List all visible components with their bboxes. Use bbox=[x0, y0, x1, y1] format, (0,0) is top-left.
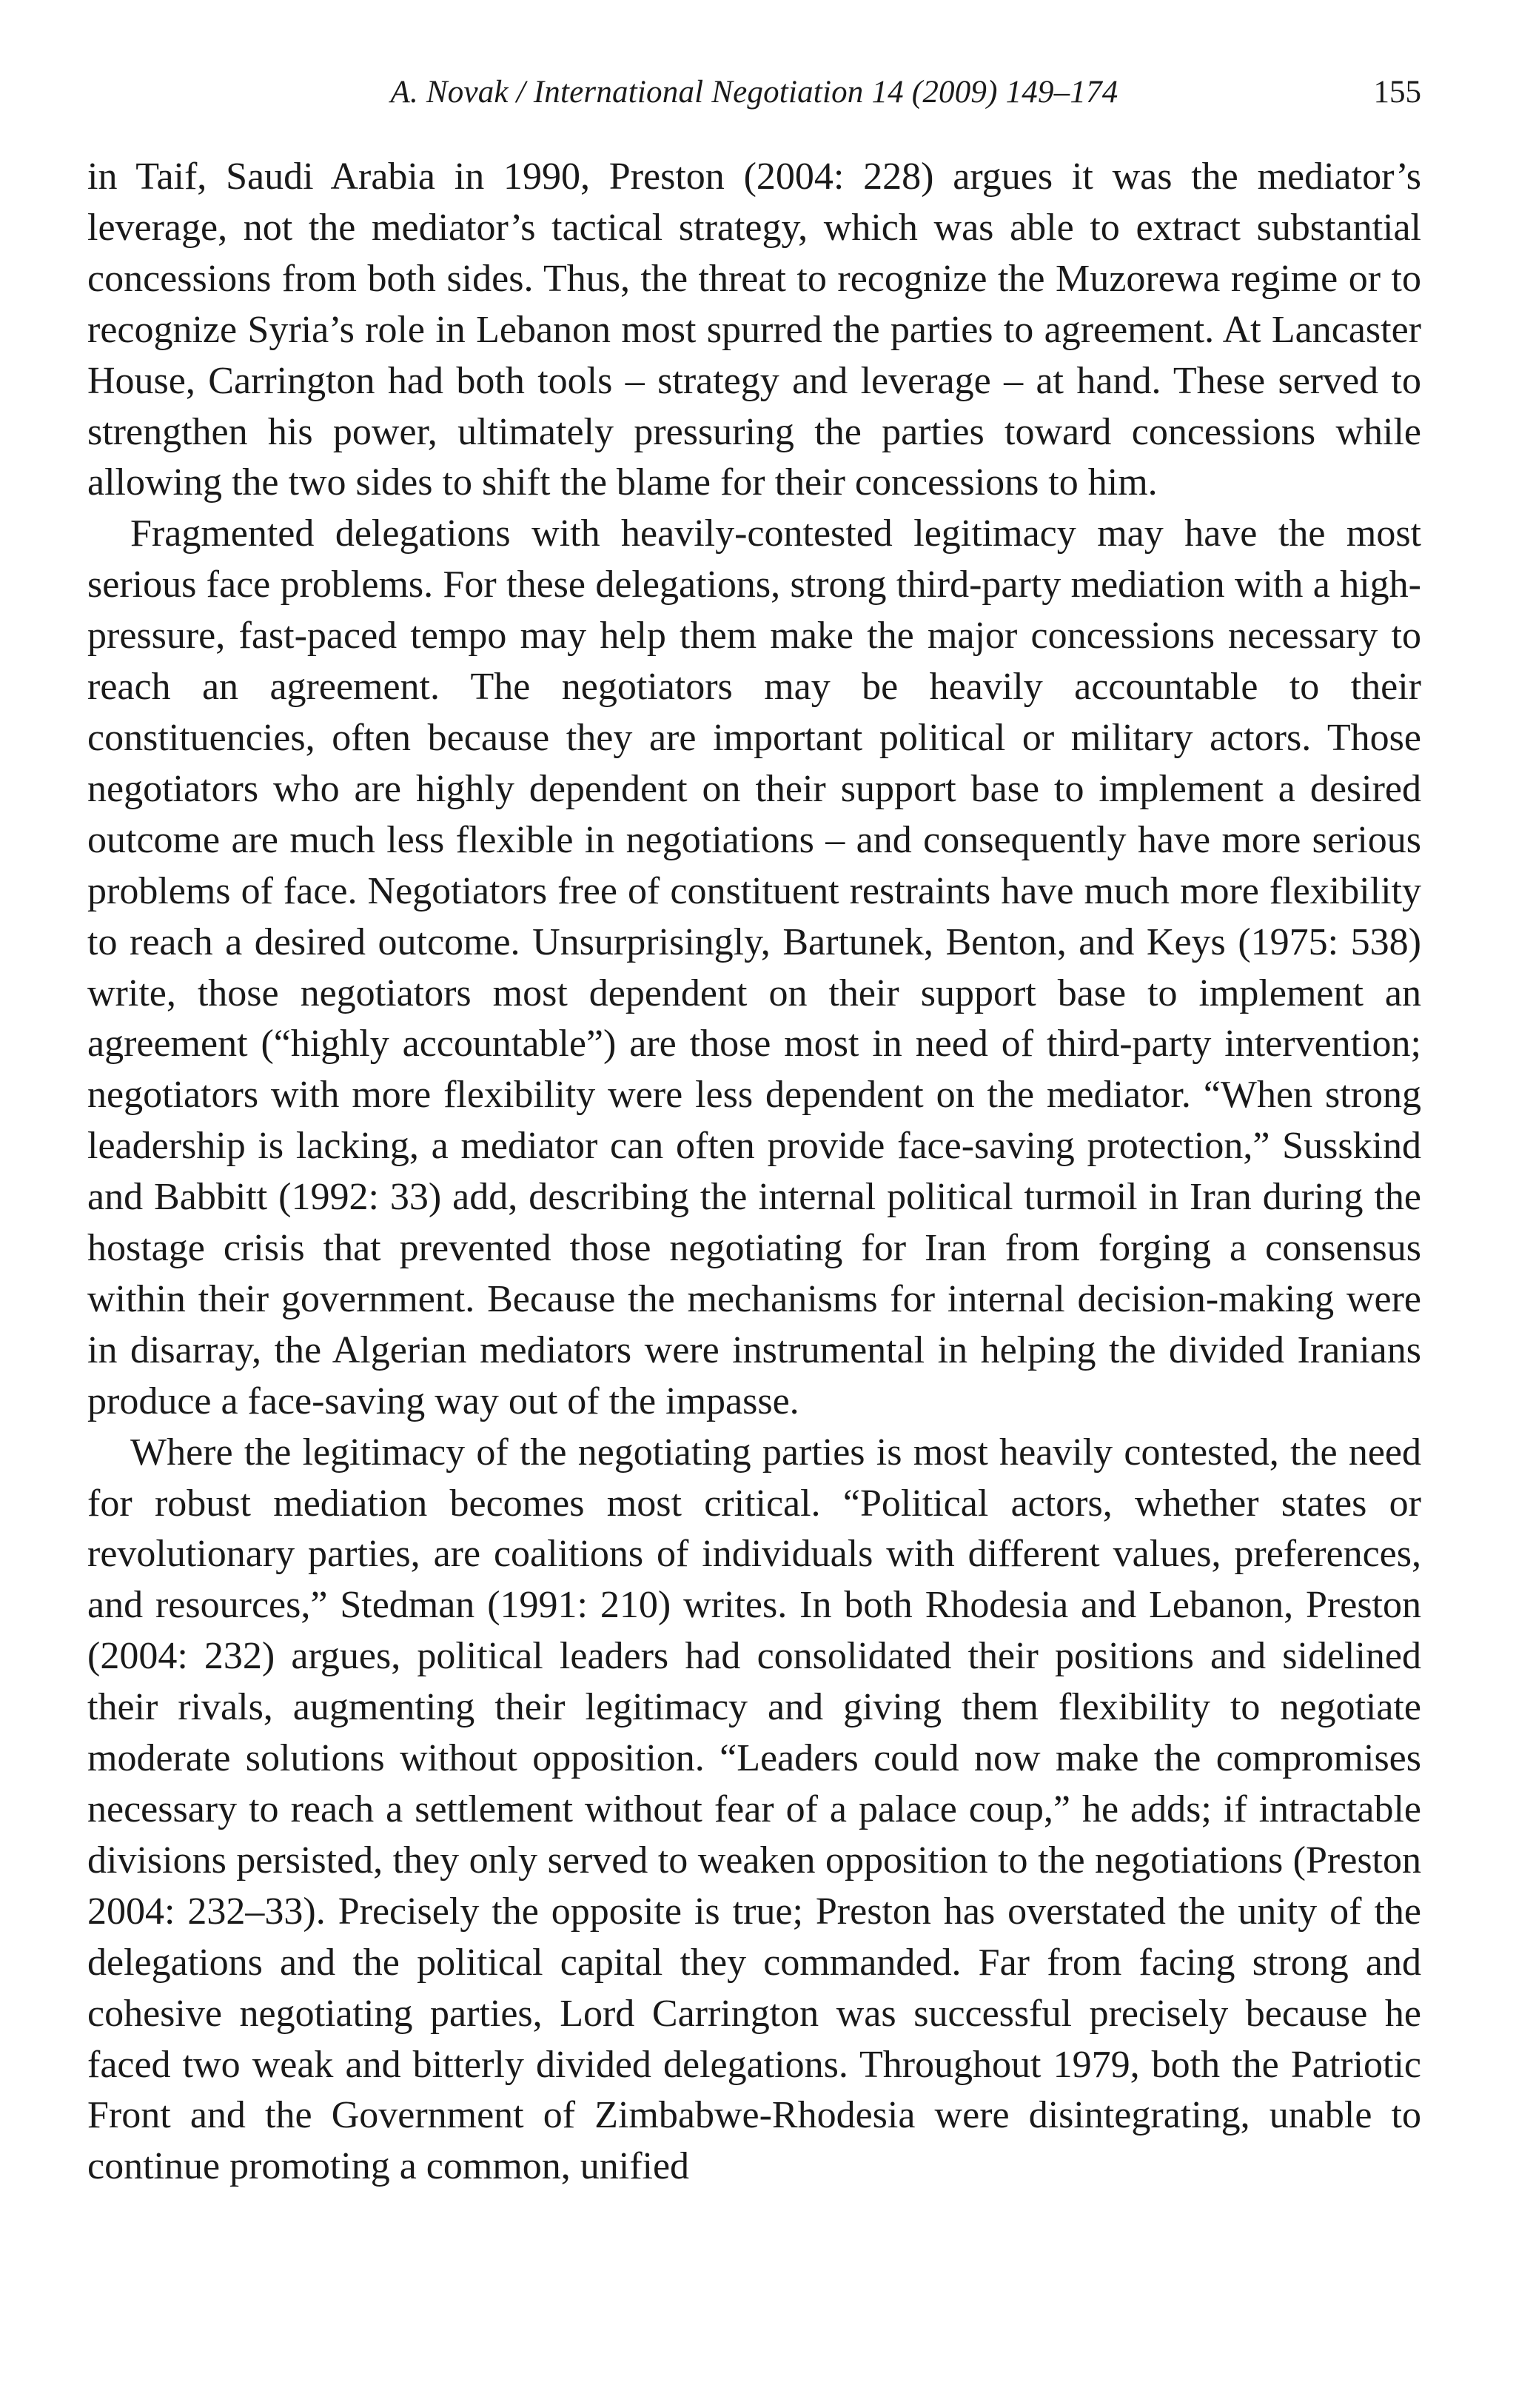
paragraph-contested-legitimacy: Where the legitimacy of the negotiating parties is most heavily contested, the need for robust mediation becomes most critical. “Political actors, whether states or revolutionary parties, are coalitions of individuals with different values, preferences, and resources,” Stedman (1991: 210) writes. In both Rhodesia and Lebanon, Preston (2004: 232) argues, political leaders had consolidated their positions and sidelined their rivals, augmenting their legitimacy and giving them flexibility to negotiate moderate solutions without opposition. “Leaders could now make the compromises necessary to reach a settlement without fear of a palace coup,” he adds; if intractable divisions persisted, they only served to weaken opposition to the negotiations (Preston 2004: 232–33). Precisely the opposite is true; Preston has overstated the unity of the delegations and the political capital they commanded. Far from facing strong and cohesive negotiating parties, Lord Carrington was successful precisely because he faced two weak and bitterly divided delegations. Throughout 1979, both the Patriotic Front and the Government of Zimbabwe-Rhodesia were disintegrating, unable to continue promoting a common, unified bbox=[87, 1431, 1421, 2188]
body-text bbox=[87, 152, 1421, 2193]
paragraph-continued: in Taif, Saudi Arabia in 1990, Preston (2004: 228) argues it was the mediator’s leverage, not the mediator’s tactical strategy, which was able to extract substantial concessions from both sides. Thus, the threat to recognize the Muzorewa regime or to recognize Syria’s role in Lebanon most spurred the parties to agreement. At Lancaster House, Carrington had both tools – strategy and leverage – at hand. These served to strengthen his power, ultimately pressuring the parties toward concessions while allowing the two sides to shift the blame for their concessions to him. bbox=[87, 155, 1421, 504]
running-head bbox=[87, 68, 1421, 120]
paragraph-fragmented-delegations: Fragmented delegations with heavily-contested legitimacy may have the most serious face problems. For these delegations, strong third-party mediation with a high-pressure, fast-paced tempo may help them make the major concessions necessary to reach an agreement. The negotiators may be heavily accountable to their constituencies, often because they are important political or military actors. Those negotiators who are highly dependent on their support base to implement a desired outcome are much less flexible in negotiations – and consequently have more serious problems of face. Negotiators free of constituent restraints have much more flexibility to reach a desired outcome. Unsurprisingly, Bartunek, Benton, and Keys (1975: 538) write, those negotiators most dependent on their support base to implement an agreement (“highly accountable”) are those most in need of third-party intervention; negotiators with more flexibility were less dependent on the mediator. “When strong leadership is lacking, a mediator can often provide face-saving protection,” Susskind and Babbitt (1992: 33) add, describing the internal political turmoil in Iran during the hostage crisis that prevented those negotiating for Iran from forging a consensus within their government. Because the mechanisms for internal decision-making were in disarray, the Algerian mediators were instrumental in helping the divided Iranians produce a face-saving way out of the impasse. bbox=[87, 512, 1421, 1422]
page-number: 155 bbox=[1373, 75, 1421, 110]
running-title: A. Novak / International Negotiation 14 (2009) 149–174 bbox=[390, 75, 1118, 110]
